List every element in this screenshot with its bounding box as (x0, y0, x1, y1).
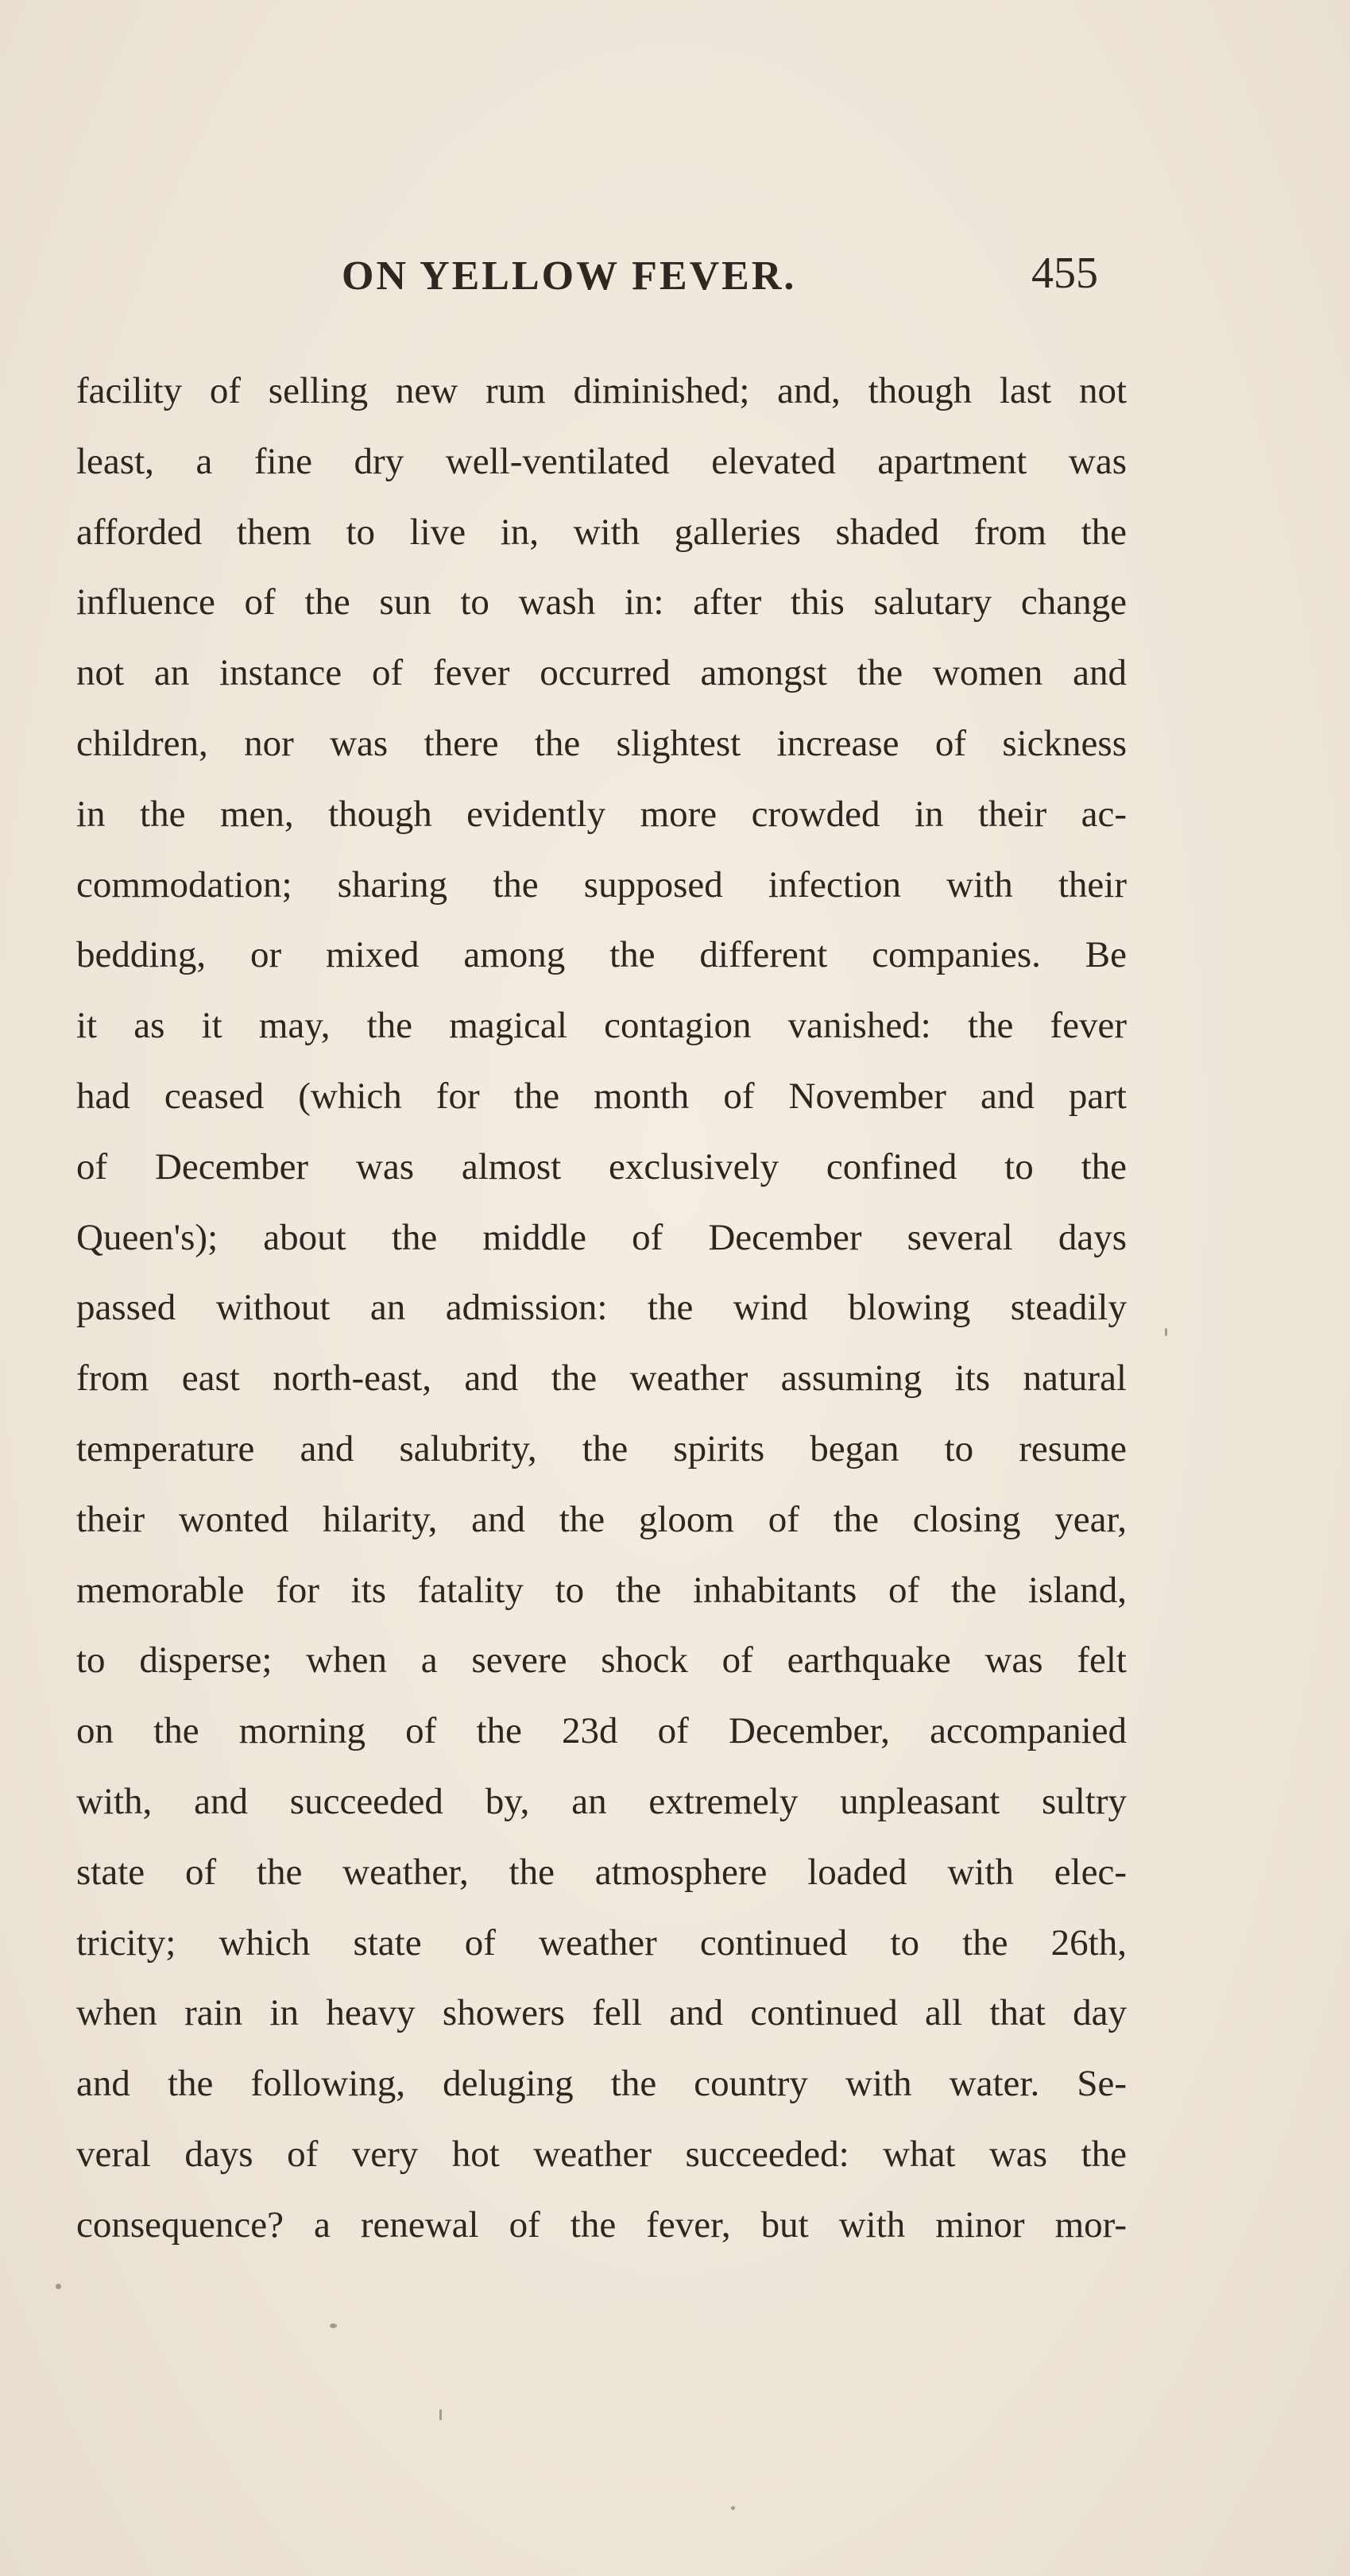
text-line: it as it may, the magical contagion vanished: the fever (76, 1005, 1127, 1047)
running-title: ON YELLOW FEVER. (342, 253, 797, 299)
text-line: of December was almost exclusively confined to the (76, 1145, 1127, 1188)
paper-speck (1165, 1328, 1167, 1336)
paper-speck (56, 2284, 61, 2289)
paper-speck (330, 2323, 337, 2328)
text-line: and the following, deluging the country with water. Se- (76, 2063, 1127, 2105)
text-line: least, a fine dry well-ventilated elevated apartment was (76, 440, 1127, 482)
text-line: veral days of very hot weather succeeded: what was the (76, 2133, 1127, 2175)
text-line: commodation; sharing the supposed infection with their (76, 863, 1127, 906)
paper-speck (439, 2409, 442, 2420)
text-line: had ceased (which for the month of November and part (76, 1075, 1127, 1117)
page-header (0, 249, 1350, 316)
text-line: to disperse; when a severe shock of earthquake was felt (76, 1639, 1127, 1682)
text-line: Queen's); about the middle of December several days (76, 1216, 1127, 1258)
text-line: bedding, or mixed among the different companies. Be (76, 934, 1127, 976)
text-line: not an instance of fever occurred amongst the women and (76, 652, 1127, 694)
text-line: on the morning of the 23d of December, accompanied (76, 1710, 1127, 1752)
text-line: consequence? a renewal of the fever, but with minor mor- (76, 2203, 1127, 2246)
text-line: from east north-east, and the weather assuming its natural (76, 1358, 1127, 1400)
text-line: with, and succeeded by, an extremely unpleasant sultry (76, 1780, 1127, 1822)
text-line: their wonted hilarity, and the gloom of the closing year, (76, 1498, 1127, 1540)
text-line: tricity; which state of weather continued to the 26th, (76, 1921, 1127, 1964)
text-line: in the men, though evidently more crowded in their ac- (76, 793, 1127, 835)
text-line: influence of the sun to wash in: after this salutary change (76, 581, 1127, 624)
text-line: temperature and salubrity, the spirits began to resume (76, 1427, 1127, 1470)
text-line: afforded them to live in, with galleries shaded from the (76, 511, 1127, 553)
page-number: 455 (1031, 249, 1098, 298)
text-line: state of the weather, the atmosphere loaded with elec- (76, 1851, 1127, 1893)
paper-speck (731, 2506, 735, 2510)
text-line: when rain in heavy showers fell and continued all that day (76, 1992, 1127, 2034)
body-text (76, 356, 1127, 2261)
text-line: children, nor was there the slightest increase of sickness (76, 722, 1127, 764)
text-line: facility of selling new rum diminished; and, though last not (76, 370, 1127, 411)
text-line: memorable for its fatality to the inhabitants of the island, (76, 1569, 1127, 1611)
text-line: passed without an admission: the wind blowing steadily (76, 1287, 1127, 1329)
